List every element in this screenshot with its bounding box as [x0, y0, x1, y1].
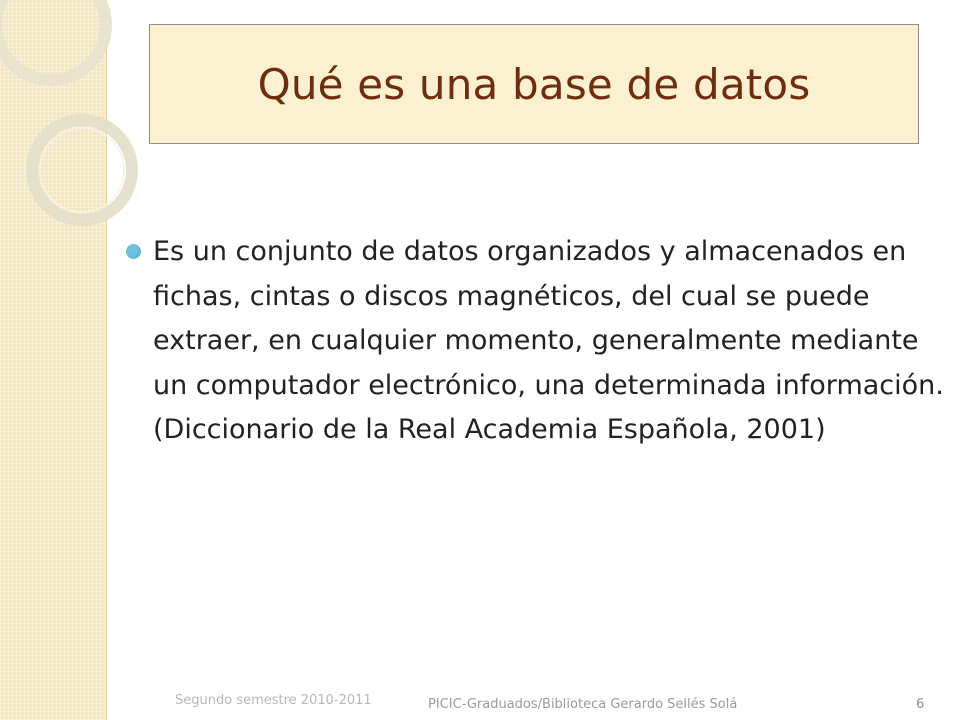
- title-box: [149, 24, 919, 144]
- bullet-item: Es un conjunto de datos organizados y almacenados en fichas, cintas o discos magnéticos, del cual se puede extraer, en cualquier momento, generalmente mediante un computador electrónico, una determinada información. (Diccionario de la Real Academia Española, 2001): [153, 236, 944, 445]
- footer-attribution: PICIC-Graduados/Biblioteca Gerardo Sellés Solá: [428, 697, 738, 712]
- page-number: 6: [916, 697, 925, 712]
- bullet-icon: [126, 244, 141, 259]
- footer-semester: Segundo semestre 2010-2011: [175, 693, 372, 708]
- bullet-list: [126, 230, 946, 453]
- slide-title: Qué es una base de datos: [257, 59, 811, 109]
